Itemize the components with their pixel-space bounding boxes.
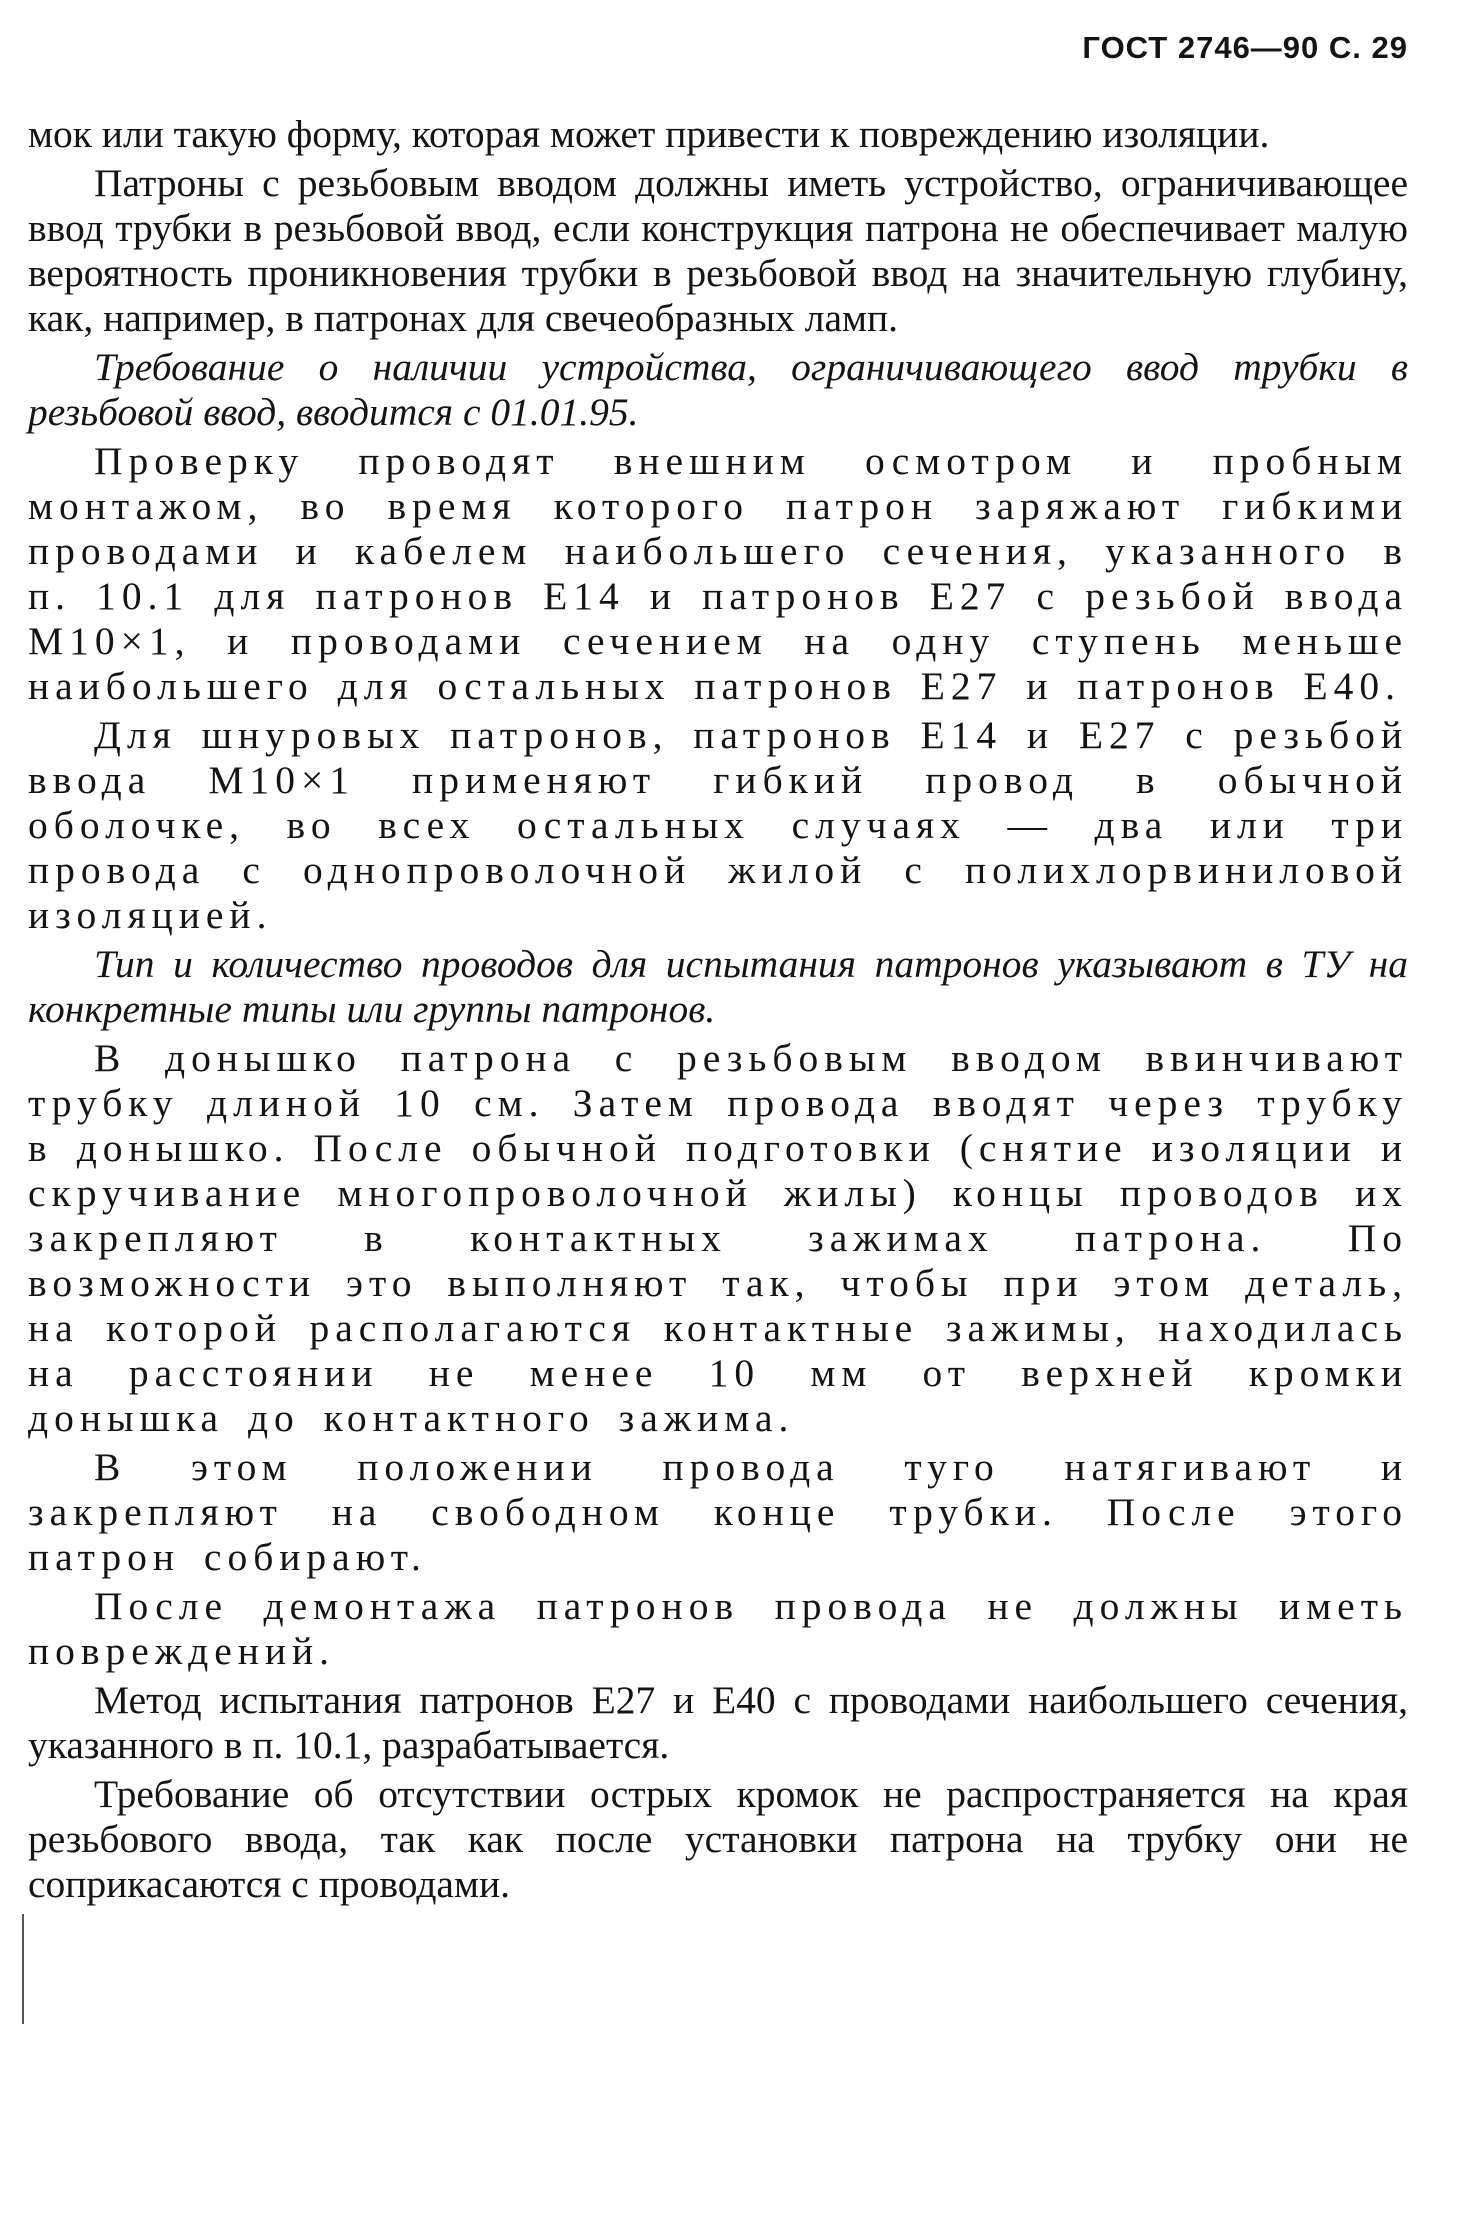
paragraph-tensioning: В этом положении провода туго натягивают и закрепляют на свободном конце трубки. После этого патрон собирают.: [28, 1445, 1408, 1579]
paragraph-continuation: мок или такую форму, которая может привести к повреждению изоляции.: [28, 112, 1270, 156]
paragraph-threaded-entry: Патроны с резьбовым вводом должны иметь устройство, ограничивающее ввод трубки в резьбовой ввод, если конструкция патрона не обеспечивает малую вероятность проникновения трубки в резьбовой ввод на значительную глубину, как, например, в патронах для свечеобразных ламп.: [28, 161, 1408, 340]
paragraph-inspection: Проверку проводят внешним осмотром и пробным монтажом, во время которого патрон заряжают гибкими проводами и кабелем наибольшего сечения, указанного в п. 10.1 для патронов Е14 и патронов Е27 с резьбой ввода М10×1, и проводами сечением на одну ступень меньше наибольшего для остальных патронов Е27 и патронов Е40.: [28, 439, 1408, 708]
margin-rule: [22, 1914, 24, 2024]
document-page: [28, 30, 1408, 2210]
paragraph-test-method: Метод испытания патронов Е27 и Е40 с проводами наибольшего сечения, указанного в п. 10.1, разрабатывается.: [28, 1678, 1408, 1767]
note-wire-types: Тип и количество проводов для испытания патронов указывают в ТУ на конкретные типы или группы патронов.: [28, 942, 1408, 1031]
paragraph-sharp-edges: Требование об отсутствии острых кромок не распространяется на края резьбового ввода, так как после установки патрона на трубку они не соприкасаются с проводами.: [28, 1772, 1408, 1906]
paragraph-cord-lampholders: Для шнуровых патронов, патронов Е14 и Е27 с резьбой ввода М10×1 применяют гибкий провод в обычной оболочке, во всех остальных случаях — два или три провода с однопроволочной жилой с полихлорвиниловой изоляцией.: [28, 713, 1408, 937]
page-header: ГОСТ 2746—90 С. 29: [1082, 30, 1408, 65]
note-requirement-date: Требование о наличии устройства, ограничивающего ввод трубки в резьбовой ввод, вводится с 01.01.95.: [28, 345, 1408, 434]
body-text: [28, 112, 1408, 1911]
paragraph-test-procedure: В донышко патрона с резьбовым вводом ввинчивают трубку длиной 10 см. Затем провода вводят через трубку в донышко. После обычной подготовки (снятие изоляции и скручивание многопроволочной жилы) концы проводов их закрепляют в контактных зажимах патрона. По возможности это выполняют так, чтобы при этом деталь, на которой располагаются контактные зажимы, находилась на расстоянии не менее 10 мм от верхней кромки донышка до контактного зажима.: [28, 1036, 1408, 1440]
paragraph-dismantling: После демонтажа патронов провода не должны иметь повреждений.: [28, 1584, 1408, 1673]
